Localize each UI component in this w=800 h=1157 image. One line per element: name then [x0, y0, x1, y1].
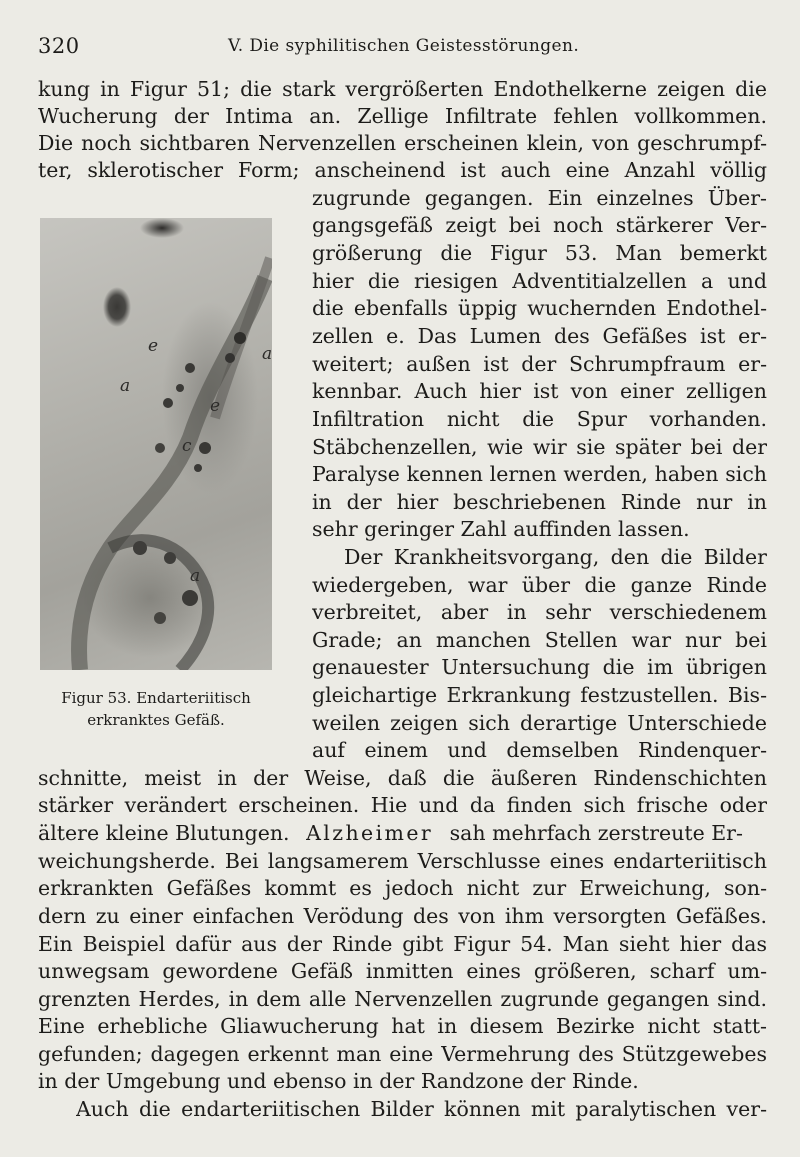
- text-line: zellen e. Das Lumen des Gefäßes ist er-: [312, 324, 767, 348]
- text-line: gefunden; dagegen erkennt man eine Vermehrung des Stützgewebes: [38, 1042, 767, 1066]
- text-segment: sah mehrfach zerstreute Er-: [449, 821, 743, 845]
- author-name: Alzheimer: [306, 821, 434, 845]
- text-line: kennbar. Auch hier ist von einer zelligen: [312, 379, 767, 403]
- text-line: Auch die endarteriitischen Bilder können mit paralytischen ver-: [76, 1097, 767, 1121]
- text-line: wiedergeben, war über die ganze Rinde: [312, 573, 767, 597]
- text-line: Der Krankheitsvorgang, den die Bilder: [344, 545, 767, 569]
- text-line: genauester Untersuchung die im übrigen: [312, 655, 767, 679]
- text-line: auf einem und demselben Rindenquer-: [312, 738, 767, 762]
- figure-label: a: [120, 376, 131, 396]
- figure-label: a: [262, 344, 272, 364]
- text-line: hier die riesigen Adventitialzellen a und: [312, 269, 767, 293]
- text-line: schnitte, meist in der Weise, daß die äußeren Rindenschichten: [38, 766, 767, 790]
- figure-caption: [36, 687, 276, 731]
- text-line: zugrunde gegangen. Ein einzelnes Über-: [312, 186, 767, 210]
- page-number: 320: [38, 34, 80, 58]
- text-line: gleichartige Erkrankung festzustellen. Bis-: [312, 683, 767, 707]
- figure-label: a: [190, 566, 201, 586]
- caption-line: Figur 53. Endarteriitisch: [61, 689, 251, 707]
- figure-label: c: [182, 436, 192, 456]
- text-line: verbreitet, aber in sehr verschiedenem: [312, 600, 767, 624]
- text-line: kung in Figur 51; die stark vergrößerten Endothelkerne zeigen die: [38, 77, 767, 101]
- figure-label: e: [210, 396, 221, 416]
- caption-line: erkranktes Gefäß.: [87, 711, 225, 729]
- text-line: Grade; an manchen Stellen war nur bei: [312, 628, 767, 652]
- text-line: dern zu einer einfachen Verödung des von ihm versorgten Gefäßes.: [38, 904, 767, 928]
- text-line: weichungsherde. Bei langsamerem Verschlusse eines endarteriitisch: [38, 849, 767, 873]
- text-line: ter, sklerotischer Form; anscheinend ist auch eine Anzahl völlig: [38, 158, 767, 182]
- text-line: gangsgefäß zeigt bei noch stärkerer Ver-: [312, 213, 767, 237]
- text-line: erkrankten Gefäßes kommt es jedoch nicht zur Erweichung, son-: [38, 876, 767, 900]
- text-line: in der Umgebung und ebenso in der Randzone der Rinde.: [38, 1069, 639, 1093]
- text-line: die ebenfalls üppig wuchernden Endothel-: [312, 296, 767, 320]
- text-line: Ein Beispiel dafür aus der Rinde gibt Figur 54. Man sieht hier das: [38, 932, 767, 956]
- text-line: stärker verändert erscheinen. Hie und da finden sich frische oder: [38, 793, 767, 817]
- text-line: Wucherung der Intima an. Zellige Infiltrate fehlen vollkommen.: [38, 104, 767, 128]
- text-line: grenzten Herdes, in dem alle Nervenzellen zugrunde gegangen sind.: [38, 987, 767, 1011]
- text-line: unwegsam gewordene Gefäß inmitten eines größeren, scharf um-: [38, 959, 767, 983]
- text-line: [38, 820, 767, 847]
- figure-micrograph: [40, 218, 272, 670]
- micrograph-drawing: [40, 218, 272, 670]
- text-line: weitert; außen ist der Schrumpfraum er-: [312, 352, 767, 376]
- text-line: Eine erhebliche Gliawucherung hat in diesem Bezirke nicht statt-: [38, 1014, 767, 1038]
- running-head: V. Die syphilitischen Geistesstörungen.: [228, 36, 580, 56]
- text-line: weilen zeigen sich derartige Unterschiede: [312, 711, 767, 735]
- page-header: [38, 34, 762, 62]
- text-line: Die noch sichtbaren Nervenzellen erscheinen klein, von geschrumpf-: [38, 131, 767, 155]
- text-line: sehr geringer Zahl auffinden lassen.: [312, 517, 690, 541]
- text-segment: ältere kleine Blutungen.: [38, 821, 290, 845]
- text-line: in der hier beschriebenen Rinde nur in: [312, 490, 767, 514]
- figure-label: e: [148, 336, 159, 356]
- text-line: größerung die Figur 53. Man bemerkt: [312, 241, 767, 265]
- text-line: Infiltration nicht die Spur vorhanden.: [312, 407, 767, 431]
- text-line: Stäbchenzellen, wie wir sie später bei der: [312, 435, 767, 459]
- text-line: Paralyse kennen lernen werden, haben sich: [312, 462, 767, 486]
